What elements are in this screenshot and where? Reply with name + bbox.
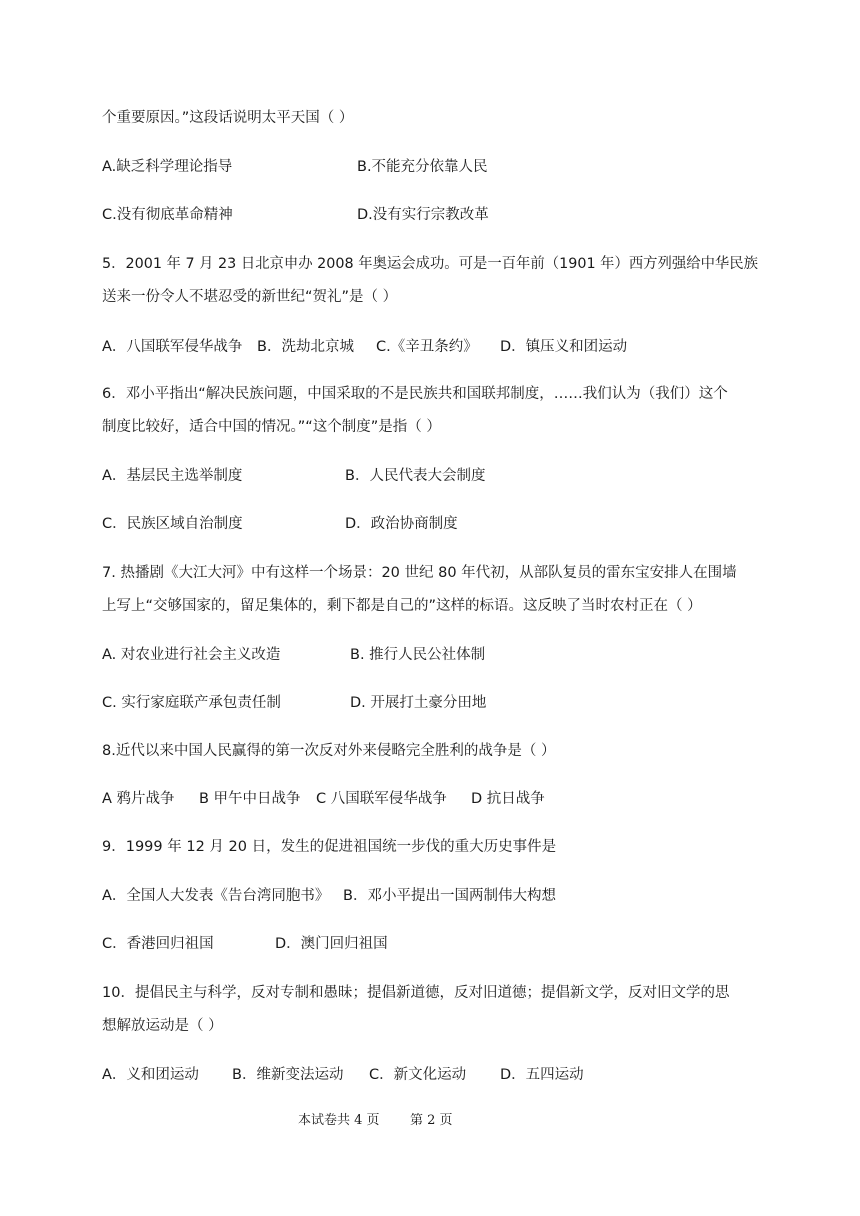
q6-stem-line2: 制度比较好，适合中国的情况。”“这个制度”是指（ ） bbox=[102, 419, 441, 435]
q10-option-a: A．义和团运动 bbox=[102, 1067, 199, 1083]
q5-option-d: D．镇压义和团运动 bbox=[500, 339, 628, 355]
q9-option-c: C．香港回归祖国 bbox=[102, 936, 214, 952]
q10-option-d: D．五四运动 bbox=[500, 1067, 584, 1083]
q8-option-c: C 八国联军侵华战争 bbox=[316, 791, 447, 807]
q9-stem-line1: 9．1999 年 12 月 20 日，发生的促进祖国统一步伐的重大历史事件是 bbox=[102, 839, 557, 855]
q7-option-b: B. 推行人民公社体制 bbox=[350, 647, 486, 663]
q10-stem-line1: 10．提倡民主与科学，反对专制和愚昧；提倡新道德，反对旧道德；提倡新文学，反对旧文学的思 bbox=[102, 985, 730, 1001]
q8-stem-line1: 8.近代以来中国人民赢得的第一次反对外来侵略完全胜利的战争是（ ） bbox=[102, 743, 556, 759]
q7-option-a: A. 对农业进行社会主义改造 bbox=[102, 647, 281, 663]
q5-option-b: B．洗劫北京城 bbox=[257, 339, 354, 355]
q4-option-c: C.没有彻底革命精神 bbox=[102, 207, 233, 223]
q6-option-c: C．民族区域自治制度 bbox=[102, 516, 243, 532]
footer-page-number: 第 2 页 bbox=[410, 1113, 453, 1128]
q8-option-a: A 鸦片战争 bbox=[102, 791, 175, 807]
footer-total-pages: 本试卷共 4 页 bbox=[298, 1113, 380, 1128]
q6-stem-line1: 6．邓小平指出“解决民族问题，中国采取的不是民族共和国联邦制度，……我们认为（我们）这个 bbox=[102, 386, 728, 402]
q4-option-d: D.没有实行宗教改革 bbox=[357, 207, 489, 223]
q7-stem-line1: 7. 热播剧《大江大河》中有这样一个场景：20 世纪 80 年代初，从部队复员的雷东宝安排人在围墙 bbox=[102, 565, 737, 581]
q10-stem-line2: 想解放运动是（ ） bbox=[102, 1018, 223, 1034]
q8-option-d: D 抗日战争 bbox=[471, 791, 545, 807]
q7-option-c: C. 实行家庭联产承包责任制 bbox=[102, 695, 281, 711]
q5-option-a: A．八国联军侵华战争 bbox=[102, 339, 243, 355]
q7-option-d: D. 开展打土豪分田地 bbox=[350, 695, 487, 711]
q5-option-c: C.《辛丑条约》 bbox=[376, 339, 478, 355]
q7-stem-line2: 上写上“交够国家的，留足集体的，剩下都是自己的”这样的标语。这反映了当时农村正在（ ） bbox=[102, 598, 702, 614]
q6-option-a: A．基层民主选举制度 bbox=[102, 468, 243, 484]
q9-option-d: D．澳门回归祖国 bbox=[275, 936, 388, 952]
q6-option-d: D．政治协商制度 bbox=[345, 516, 458, 532]
q10-option-b: B．维新变法运动 bbox=[232, 1067, 344, 1083]
q6-option-b: B．人民代表大会制度 bbox=[345, 468, 486, 484]
q4-option-b: B.不能充分依靠人民 bbox=[357, 159, 488, 175]
q9-option-b: B．邓小平提出一国两制伟大构想 bbox=[343, 888, 556, 904]
q9-option-a: A．全国人大发表《告台湾同胞书》 bbox=[102, 888, 330, 904]
q4-stem-tail: 个重要原因。”这段话说明太平天国（ ） bbox=[102, 110, 354, 126]
q4-option-a: A.缺乏科学理论指导 bbox=[102, 159, 233, 175]
q5-stem-line2: 送来一份令人不堪忍受的新世纪“贺礼”是（ ） bbox=[102, 289, 398, 305]
q5-stem-line1: 5．2001 年 7 月 23 日北京申办 2008 年奥运会成功。可是一百年前（1901 年）西方列强给中华民族 bbox=[102, 256, 758, 272]
q10-option-c: C．新文化运动 bbox=[369, 1067, 467, 1083]
q8-option-b: B 甲午中日战争 bbox=[199, 791, 301, 807]
